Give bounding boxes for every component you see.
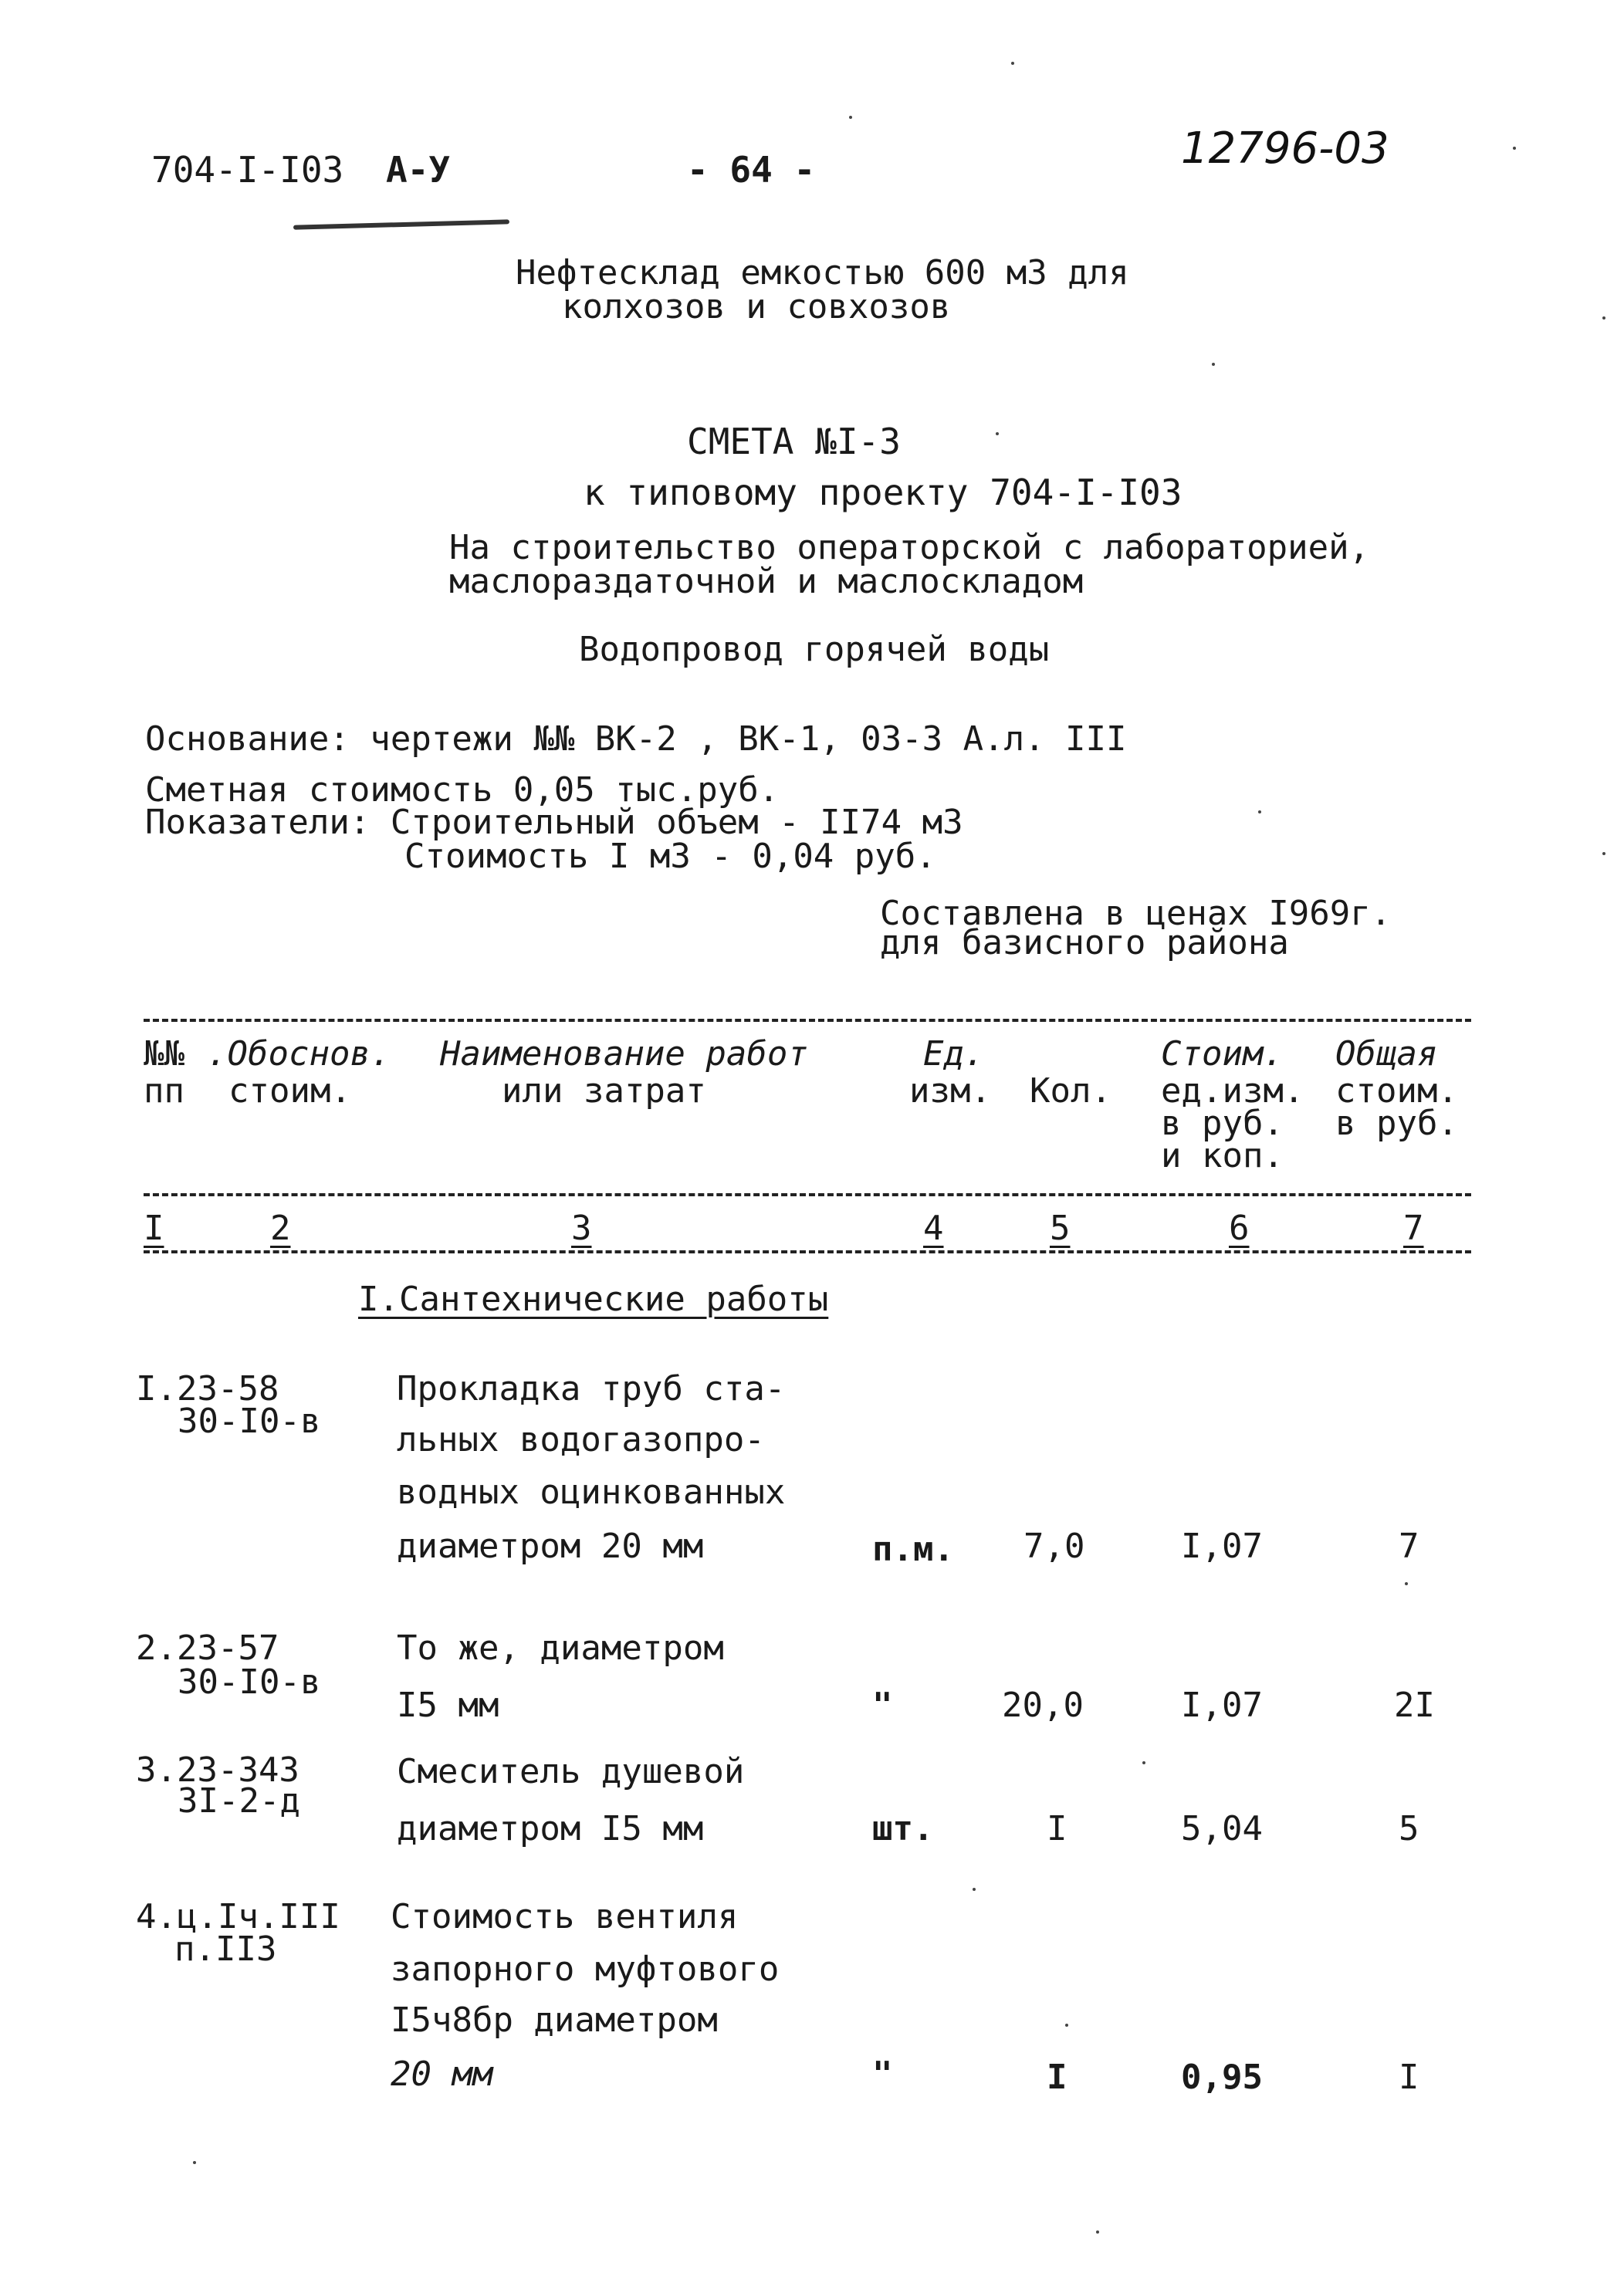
row4-unit: " [872,2055,893,2094]
row4-name-l2: запорного муфтового [391,1950,780,1989]
scan-speck [1212,363,1215,366]
column-numbers-rule [144,1250,1471,1253]
header-unit-l2: изм. [909,1071,991,1111]
row2-name-l1: То же, диаметром [397,1628,724,1668]
row4-price: 0,95 [1181,2058,1263,2097]
scan-speck [193,2161,196,2164]
column-number-1: I [144,1209,164,1248]
row2-name-l2: I5 мм [397,1686,499,1725]
header-total-l1: Общая [1335,1034,1438,1074]
column-number-4: 4 [923,1209,944,1248]
row1-name-l1: Прокладка труб ста- [397,1369,786,1409]
document-number: 12796-03 [1181,123,1389,174]
prices-note-line1: Составлена в ценах I969г. [880,894,1392,933]
section-title: I.Сантехнические работы [358,1280,829,1319]
scan-speck [996,432,999,435]
basis-line2: Сметная стоимость 0,05 тыс.руб. [145,770,780,810]
header-price-l1: Стоим. [1161,1034,1284,1074]
row2-qty: 20,0 [1002,1686,1084,1725]
row4-total: I [1399,2058,1419,2097]
row3-name-l2: диаметром I5 мм [397,1809,704,1848]
row3-qty: I [1047,1809,1067,1848]
header-name-l2: или затрат [502,1071,706,1111]
header-number-l1: №№ [144,1034,184,1074]
row2-price: I,07 [1181,1686,1263,1725]
row1-qty: 7,0 [1023,1527,1085,1566]
row3-name-l1: Смеситель душевой [397,1752,745,1791]
column-number-6: 6 [1229,1209,1250,1248]
row1-unit: п.м. [872,1530,954,1569]
scan-speck [1602,852,1605,855]
estimate-purpose-line2: маслораздаточной и маслоскладом [449,562,1084,601]
row4-basis-l1: 4.ц.Iч.III [136,1897,340,1936]
header-qty: Кол. [1030,1071,1111,1111]
row3-basis-l2: 3I-2-д [178,1781,300,1821]
row1-basis-l2: 30-I0-в [178,1402,321,1441]
prices-note-line2: для базисного района [880,923,1289,962]
row2-total: 2I [1394,1686,1435,1725]
scan-speck [1513,147,1516,150]
header-total-l3: в руб. [1335,1104,1458,1143]
header-basis-l2: стоим. [228,1071,351,1111]
scan-speck [849,116,852,119]
project-code: 704-I-I03 [151,149,344,191]
row4-basis-l2: п.II3 [174,1929,277,1969]
column-number-2: 2 [270,1209,291,1248]
header-number-l2: пп [144,1071,184,1111]
row3-price: 5,04 [1181,1809,1263,1848]
row2-basis-l1: 2.23-57 [136,1628,279,1668]
header-price-l2: ед.изм. [1161,1071,1304,1111]
estimate-subtitle: к типовому проекту 704-I-I03 [584,472,1182,513]
header-name-l1: Наименование работ [440,1034,808,1074]
scan-speck [1011,62,1014,65]
scan-speck [1096,2230,1099,2234]
scan-speck [1258,810,1261,813]
column-number-5: 5 [1050,1209,1071,1248]
table-header-rule [144,1193,1471,1196]
basis-line4: Стоимость I м3 - 0,04 руб. [404,837,936,876]
header-total-l2: стоим. [1335,1071,1458,1111]
row1-name-l2: льных водогазопро- [397,1420,765,1459]
header-price-l4: и коп. [1161,1136,1284,1175]
object-title-line2: колхозов и совхозов [562,287,951,326]
header-basis-l1: .Обоснов. [207,1034,391,1074]
estimate-purpose-line1: На строительство операторской с лабораторией, [449,528,1370,567]
row2-basis-l2: 30-I0-в [178,1662,321,1702]
row1-total: 7 [1399,1527,1419,1566]
object-title-line1: Нефтесклад емкостью 600 м3 для [516,253,1129,293]
scan-speck [1142,1761,1145,1764]
row4-qty: I [1047,2058,1067,2097]
row4-name-l1: Стоимость вентиля [391,1897,739,1936]
table-top-rule [144,1019,1471,1022]
pen-stroke [293,219,509,229]
estimate-title: СМЕТА №I-3 [687,421,901,462]
column-number-3: 3 [571,1209,592,1248]
header-unit-l1: Ед. [923,1034,985,1074]
row4-name-l3: I5ч8бр диаметром [391,2000,718,2040]
page-number: - 64 - [687,149,816,191]
scan-speck [973,1888,976,1891]
row3-unit: шт. [872,1809,934,1848]
basis-line1: Основание: чертежи №№ ВК-2 , ВК-1, 03-3 А.л. III [145,719,1127,759]
estimate-section-name: Водопровод горячей воды [579,630,1050,669]
row1-name-l4: диаметром 20 мм [397,1527,704,1566]
project-suffix: А-У [386,149,451,191]
row2-unit: " [872,1686,893,1725]
row3-total: 5 [1399,1809,1419,1848]
scan-speck [1602,316,1605,320]
scan-speck [1065,2024,1068,2027]
row1-name-l3: водных оцинкованных [397,1473,786,1512]
header-price-l3: в руб. [1161,1104,1284,1143]
row1-price: I,07 [1181,1527,1263,1566]
column-number-7: 7 [1403,1209,1424,1248]
row3-basis-l1: 3.23-343 [136,1750,299,1790]
basis-line3: Показатели: Строительный объем - II74 м3 [145,803,963,842]
row1-basis-l1: I.23-58 [136,1369,279,1409]
scan-speck [1405,1582,1408,1585]
row4-name-l4: 20 мм [391,2055,493,2094]
